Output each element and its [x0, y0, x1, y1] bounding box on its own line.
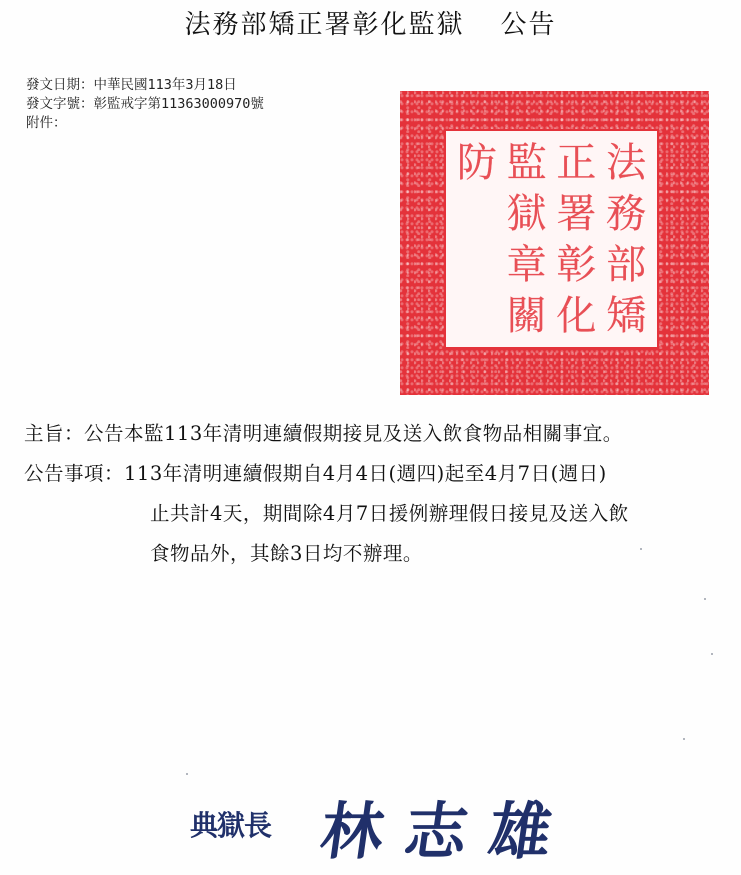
scan-speck	[186, 773, 188, 775]
seal-glyph: 務	[606, 190, 647, 237]
issue-date-label: 發文日期：	[26, 77, 94, 93]
seal-glyph: 彰	[556, 241, 597, 288]
seal-character-grid	[452, 137, 651, 341]
subject-text: 公告本監113年清明連續假期接見及送入飲食物品相關事宜。	[84, 422, 623, 445]
matters-line-2: 止共計4天，期間除4月7日援例辦理假日接見及送入飲	[150, 502, 629, 525]
seal-glyph: 獄	[506, 190, 547, 237]
document-type: 公告	[500, 10, 557, 40]
seal-glyph	[452, 188, 502, 239]
matters-label: 公告事項：	[24, 462, 125, 485]
matters-continuation-row	[24, 534, 739, 574]
document-title	[0, 4, 741, 41]
seal-glyph: 正	[556, 139, 597, 186]
seal-glyph	[452, 239, 502, 290]
matters-line-3: 食物品外，其餘3日均不辦理。	[150, 542, 423, 565]
official-seal-stamp	[400, 91, 709, 395]
issuing-organization: 法務部矯正署彰化監獄	[184, 10, 465, 40]
scan-speck	[640, 548, 642, 550]
attachment-label: 附件：	[26, 115, 67, 131]
seal-glyph	[452, 290, 502, 341]
matters-continuation-row	[24, 494, 739, 534]
attachment-row	[26, 114, 264, 133]
seal-glyph: 部	[606, 241, 647, 288]
subject-row	[24, 414, 739, 454]
seal-glyph: 法	[606, 139, 647, 186]
signatory-title: 典獄長	[190, 809, 272, 842]
seal-glyph: 監	[506, 139, 547, 186]
subject-label: 主旨：	[24, 422, 85, 445]
seal-glyph: 章	[506, 241, 547, 288]
issue-number-value: 彰監戒字第11363000970號	[93, 96, 264, 112]
matters-row	[24, 454, 739, 494]
announcement-body	[24, 414, 739, 574]
issue-number-label: 發文字號：	[26, 96, 94, 112]
signatory-name: 林志雄	[316, 795, 579, 868]
seal-glyph: 署	[556, 190, 597, 237]
warden-signature-stamp	[190, 782, 610, 868]
seal-glyph: 矯	[606, 292, 647, 339]
seal-glyph: 防	[456, 139, 497, 186]
issue-date-row	[26, 76, 264, 95]
document-metadata	[26, 76, 264, 133]
issue-date-value: 中華民國113年3月18日	[93, 77, 237, 93]
scan-speck	[683, 738, 685, 740]
seal-inner-field	[444, 129, 659, 349]
matters-line-1: 113年清明連續假期自4月4日(週四)起至4月7日(週日)	[124, 462, 607, 485]
scan-speck	[711, 653, 713, 655]
issue-number-row	[26, 95, 264, 114]
seal-glyph: 化	[556, 292, 597, 339]
seal-glyph: 關	[506, 292, 547, 339]
scan-speck	[704, 598, 706, 600]
